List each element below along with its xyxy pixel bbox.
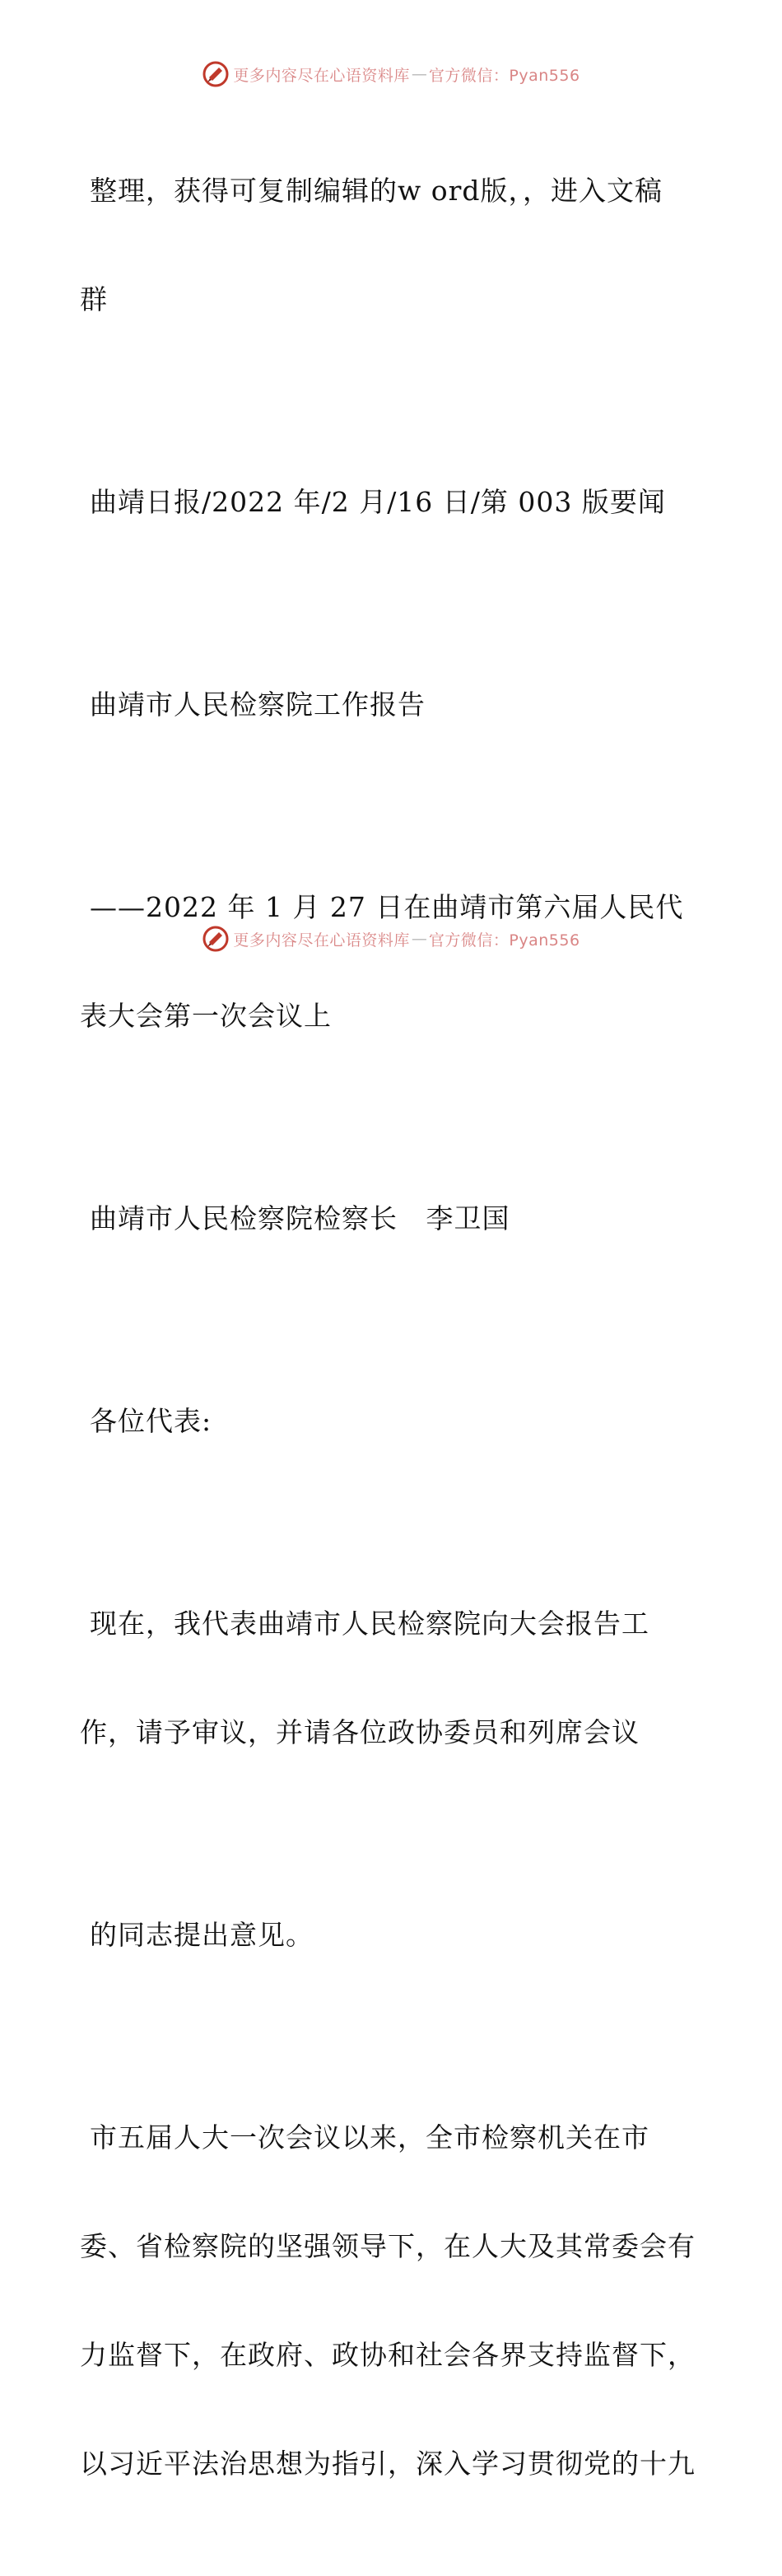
text-line: 以习近平法治思想为指引，深入学习贯彻党的十九 [80,2448,696,2480]
brand-logo-icon [202,925,230,953]
text-line: 作，请予审议，并请各位政协委员和列席会议 [80,1716,640,1748]
watermark-text: 更多内容尽在心语资料库 [233,66,410,85]
watermark-suffix: 官方微信：Pyan556 [428,931,580,950]
document-body [80,100,705,2576]
paragraph-intro [80,1533,705,1823]
text-line: ——2022 年 1 月 27 日在曲靖市第六届人民代 [90,891,684,923]
text-line: 曲靖市人民检察院检察长 李卫国 [90,1202,510,1234]
paragraph-source [80,412,705,593]
watermark-footer [0,922,782,955]
document-author [80,1128,705,1309]
text-line: 曲靖日报/2022 年/2 月/16 日/第 003 版要闻 [90,486,666,518]
text-line: 委、省检察院的坚强领导下，在人大及其常委会有 [80,2230,696,2262]
document-subtitle [80,817,705,1107]
text-line: 各位代表: [90,1405,212,1437]
paragraph-intro-end [80,1845,705,2026]
paragraph-note [80,100,705,390]
text-line: 群 [80,283,108,315]
text-line: 整理，获得可复制编辑的w ord版，，进入文稿 [90,175,663,207]
text-line: 表大会第一次会议上 [80,1000,332,1032]
watermark-separator: — [411,65,427,83]
watermark-header [0,58,782,91]
document-title [80,614,705,796]
watermark-separator: — [411,930,427,948]
brand-logo-icon [202,60,230,88]
text-line: 曲靖市人民检察院工作报告 [90,688,426,721]
text-line: 现在，我代表曲靖市人民检察院向大会报告工 [90,1608,649,1640]
watermark-suffix: 官方微信：Pyan556 [428,66,580,85]
salutation [80,1331,705,1512]
text-line: 市五届人大一次会议以来，全市检察机关在市 [90,2121,649,2154]
paragraph-body [80,2047,705,2555]
text-line: 的同志提出意见。 [90,1919,314,1951]
watermark-text: 更多内容尽在心语资料库 [233,931,410,950]
text-line: 力监督下，在政府、政协和社会各界支持监督下， [80,2339,696,2371]
